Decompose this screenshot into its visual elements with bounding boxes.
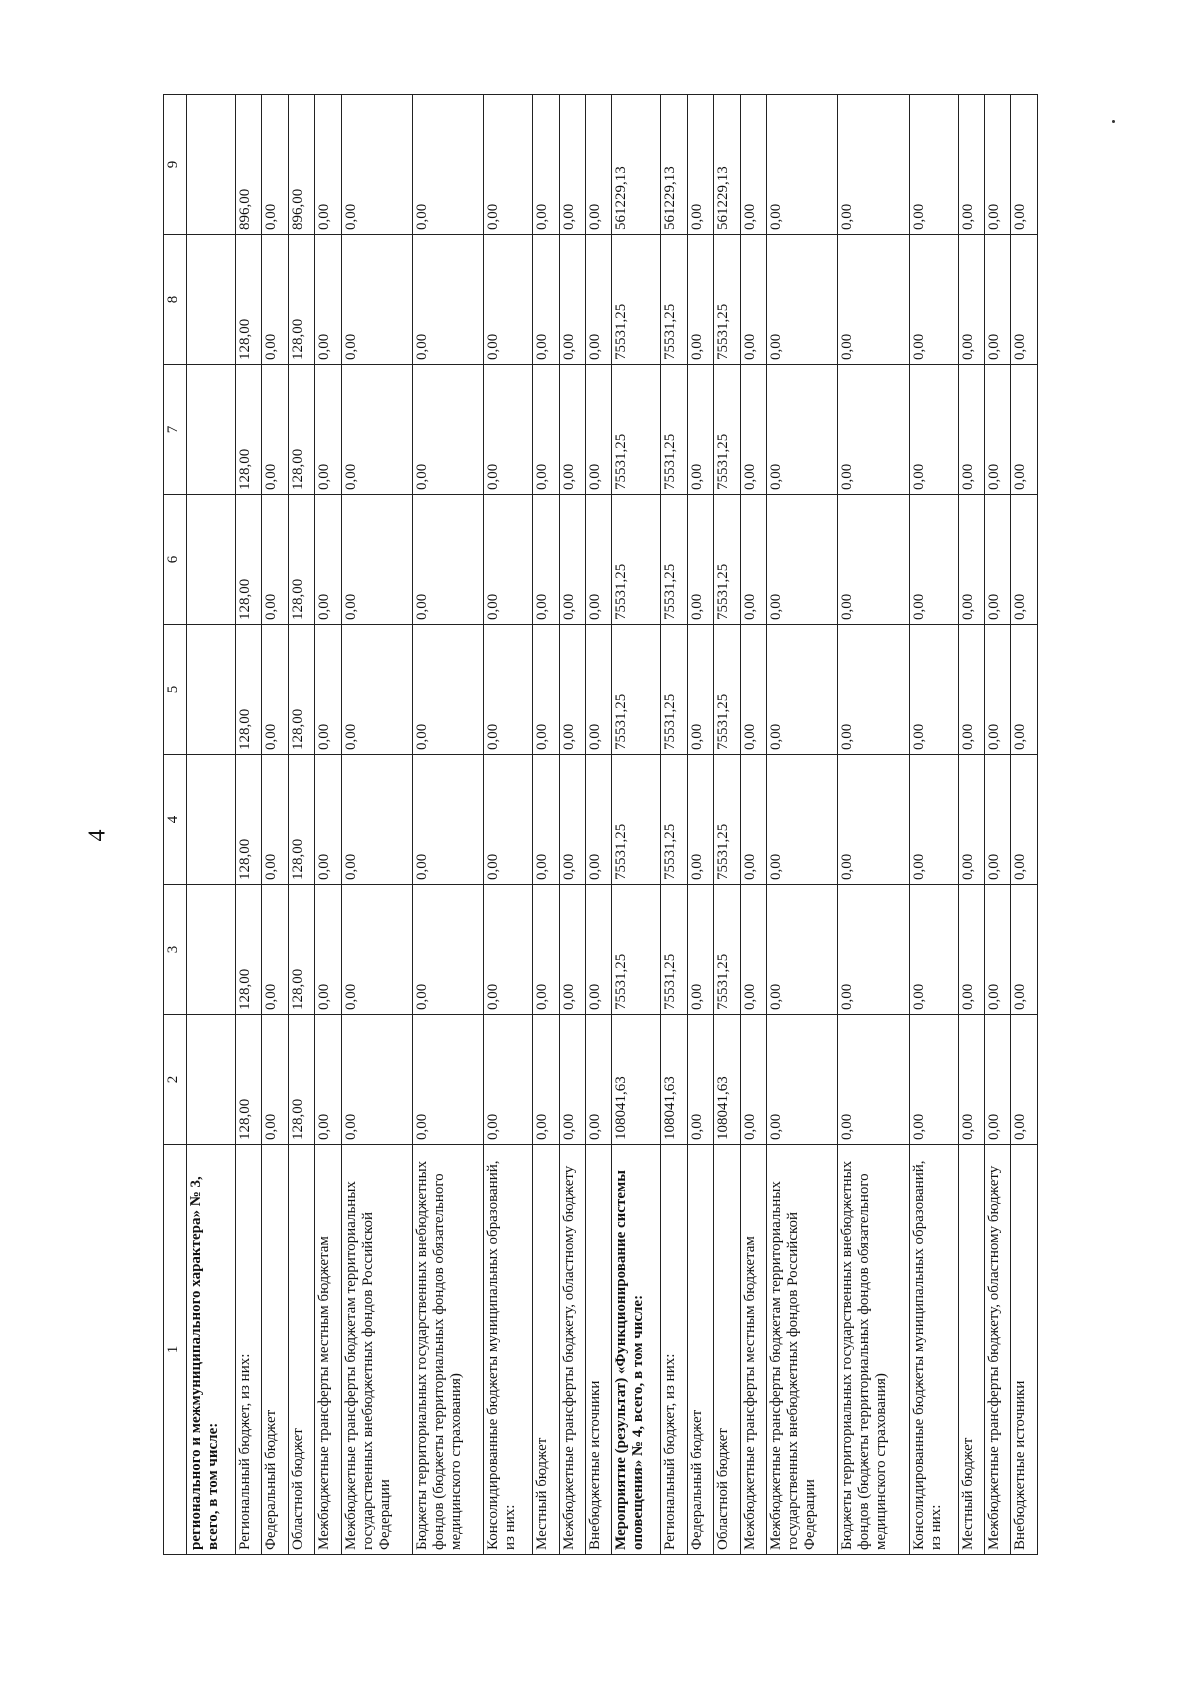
value-cell: 0,00 xyxy=(533,625,559,755)
row-label-cell: Бюджеты территориальных государственных внебюджетных фондов (бюджеты территориальных фондов обязательного медицинского страхования) xyxy=(838,1145,909,1555)
value-cell: 0,00 xyxy=(262,495,288,625)
value-cell: 0,00 xyxy=(559,1015,585,1145)
value-cell: 0,00 xyxy=(586,755,612,885)
value-cell: 0,00 xyxy=(484,625,533,755)
table-row xyxy=(612,95,661,1555)
value-cell: 108041,63 xyxy=(612,1015,661,1145)
value-cell: 0,00 xyxy=(341,885,412,1015)
value-cell: 128,00 xyxy=(288,1015,314,1145)
value-cell: 0,00 xyxy=(740,235,766,365)
rotated-table-container xyxy=(163,95,1038,1555)
table-row xyxy=(714,95,740,1555)
value-cell: 128,00 xyxy=(288,235,314,365)
value-cell: 0,00 xyxy=(559,95,585,235)
value-cell: 0,00 xyxy=(484,235,533,365)
value-cell: 128,00 xyxy=(235,495,261,625)
value-cell: 0,00 xyxy=(838,365,909,495)
row-label-cell: Межбюджетные трансферты бюджетам территориальных государственных внебюджетных фондов Российской Федерации xyxy=(767,1145,838,1555)
table-row xyxy=(909,95,958,1555)
table-row xyxy=(740,95,766,1555)
value-cell: 0,00 xyxy=(958,885,984,1015)
value-cell: 0,00 xyxy=(484,1015,533,1145)
value-cell: 75531,25 xyxy=(612,495,661,625)
row-label-cell: Областной бюджет xyxy=(288,1145,314,1555)
value-cell: 0,00 xyxy=(559,755,585,885)
value-cell: 128,00 xyxy=(288,495,314,625)
table-row xyxy=(288,95,314,1555)
table-row xyxy=(1011,95,1038,1555)
value-cell: 0,00 xyxy=(315,1015,341,1145)
value-cell: 0,00 xyxy=(533,235,559,365)
value-cell: 0,00 xyxy=(909,625,958,755)
row-label-cell: Внебюджетные источники xyxy=(586,1145,612,1555)
value-cell: 0,00 xyxy=(262,625,288,755)
column-header: 2 xyxy=(164,1015,187,1145)
value-cell: 75531,25 xyxy=(661,235,687,365)
value-cell: 128,00 xyxy=(288,885,314,1015)
value-cell: 0,00 xyxy=(484,755,533,885)
value-cell: 0,00 xyxy=(586,625,612,755)
value-cell: 0,00 xyxy=(985,885,1011,1015)
value-cell: 0,00 xyxy=(985,1015,1011,1145)
value-cell: 75531,25 xyxy=(612,235,661,365)
value-cell: 128,00 xyxy=(235,755,261,885)
value-cell: 0,00 xyxy=(1011,885,1038,1015)
row-label-cell: Межбюджетные трансферты бюджету, областному бюджету xyxy=(559,1145,585,1555)
value-cell: 0,00 xyxy=(1011,625,1038,755)
row-label-cell: Межбюджетные трансферты местным бюджетам xyxy=(315,1145,341,1555)
value-cell: 0,00 xyxy=(767,235,838,365)
value-cell: 0,00 xyxy=(740,495,766,625)
value-cell: 0,00 xyxy=(958,755,984,885)
value-cell: 0,00 xyxy=(909,95,958,235)
value-cell: 0,00 xyxy=(341,235,412,365)
value-cell: 896,00 xyxy=(288,95,314,235)
value-cell: 128,00 xyxy=(235,235,261,365)
row-label-cell: Бюджеты территориальных государственных внебюджетных фондов (бюджеты территориальных фондов обязательного медицинского страхования) xyxy=(412,1145,483,1555)
value-cell: 561229,13 xyxy=(612,95,661,235)
value-cell: 0,00 xyxy=(315,885,341,1015)
value-cell: 0,00 xyxy=(740,885,766,1015)
row-label-cell: Мероприятие (результат) «Функционирование системы оповещения» № 4, всего, в том числе: xyxy=(612,1145,661,1555)
value-cell: 0,00 xyxy=(412,625,483,755)
value-cell: 0,00 xyxy=(412,885,483,1015)
value-cell: 0,00 xyxy=(838,235,909,365)
table-row xyxy=(187,95,236,1555)
value-cell: 0,00 xyxy=(740,625,766,755)
value-cell: 128,00 xyxy=(288,625,314,755)
column-header: 4 xyxy=(164,755,187,885)
value-cell: 0,00 xyxy=(909,235,958,365)
value-cell: 0,00 xyxy=(740,755,766,885)
value-cell: 0,00 xyxy=(559,235,585,365)
value-cell: 0,00 xyxy=(315,365,341,495)
value-cell: 0,00 xyxy=(315,625,341,755)
value-cell: 0,00 xyxy=(484,95,533,235)
value-cell: 75531,25 xyxy=(661,495,687,625)
value-cell: 75531,25 xyxy=(612,885,661,1015)
value-cell xyxy=(187,235,236,365)
value-cell: 75531,25 xyxy=(714,235,740,365)
row-label-cell: Федеральный бюджет xyxy=(262,1145,288,1555)
value-cell: 0,00 xyxy=(838,1015,909,1145)
table-row xyxy=(341,95,412,1555)
value-cell: 0,00 xyxy=(1011,235,1038,365)
value-cell: 0,00 xyxy=(767,755,838,885)
table-row xyxy=(958,95,984,1555)
value-cell: 0,00 xyxy=(533,95,559,235)
value-cell xyxy=(187,755,236,885)
value-cell: 75531,25 xyxy=(612,625,661,755)
value-cell: 0,00 xyxy=(958,95,984,235)
value-cell: 0,00 xyxy=(985,95,1011,235)
value-cell: 0,00 xyxy=(909,755,958,885)
column-header: 9 xyxy=(164,95,187,235)
value-cell: 0,00 xyxy=(909,1015,958,1145)
value-cell: 0,00 xyxy=(586,885,612,1015)
value-cell: 75531,25 xyxy=(714,495,740,625)
value-cell: 0,00 xyxy=(484,365,533,495)
value-cell: 75531,25 xyxy=(612,365,661,495)
value-cell: 0,00 xyxy=(412,495,483,625)
value-cell: 0,00 xyxy=(687,235,713,365)
value-cell: 0,00 xyxy=(533,495,559,625)
column-header: 1 xyxy=(164,1145,187,1555)
value-cell: 0,00 xyxy=(687,495,713,625)
table-row xyxy=(586,95,612,1555)
value-cell: 0,00 xyxy=(767,1015,838,1145)
column-header: 7 xyxy=(164,365,187,495)
value-cell xyxy=(187,365,236,495)
value-cell: 0,00 xyxy=(586,95,612,235)
value-cell: 0,00 xyxy=(262,1015,288,1145)
row-label-cell: Межбюджетные трансферты бюджетам территориальных государственных внебюджетных фондов Российской Федерации xyxy=(341,1145,412,1555)
value-cell: 108041,63 xyxy=(714,1015,740,1145)
column-header: 6 xyxy=(164,495,187,625)
value-cell: 108041,63 xyxy=(661,1015,687,1145)
value-cell: 75531,25 xyxy=(714,885,740,1015)
value-cell: 128,00 xyxy=(235,885,261,1015)
value-cell: 0,00 xyxy=(985,365,1011,495)
value-cell: 0,00 xyxy=(687,365,713,495)
value-cell: 0,00 xyxy=(838,885,909,1015)
value-cell: 0,00 xyxy=(412,365,483,495)
row-label-cell: Местный бюджет xyxy=(958,1145,984,1555)
value-cell: 0,00 xyxy=(586,495,612,625)
value-cell: 0,00 xyxy=(767,885,838,1015)
table-row xyxy=(838,95,909,1555)
value-cell: 0,00 xyxy=(740,1015,766,1145)
row-label-cell: Консолидированные бюджеты муниципальных образований, из них: xyxy=(909,1145,958,1555)
table-row xyxy=(412,95,483,1555)
value-cell: 0,00 xyxy=(341,495,412,625)
value-cell: 0,00 xyxy=(687,885,713,1015)
value-cell: 0,00 xyxy=(484,885,533,1015)
value-cell: 0,00 xyxy=(1011,1015,1038,1145)
value-cell: 0,00 xyxy=(985,235,1011,365)
row-label-cell: Межбюджетные трансферты местным бюджетам xyxy=(740,1145,766,1555)
row-label-cell: Консолидированные бюджеты муниципальных образований, из них: xyxy=(484,1145,533,1555)
value-cell: 896,00 xyxy=(235,95,261,235)
value-cell: 0,00 xyxy=(586,365,612,495)
value-cell xyxy=(187,95,236,235)
value-cell: 0,00 xyxy=(767,95,838,235)
value-cell: 0,00 xyxy=(262,885,288,1015)
value-cell: 0,00 xyxy=(909,365,958,495)
value-cell: 75531,25 xyxy=(661,755,687,885)
value-cell: 0,00 xyxy=(341,365,412,495)
value-cell: 0,00 xyxy=(1011,495,1038,625)
scan-speck xyxy=(1112,120,1115,123)
value-cell: 0,00 xyxy=(985,625,1011,755)
value-cell: 0,00 xyxy=(687,95,713,235)
value-cell: 0,00 xyxy=(985,755,1011,885)
value-cell: 128,00 xyxy=(288,755,314,885)
table-row xyxy=(687,95,713,1555)
column-header: 5 xyxy=(164,625,187,755)
value-cell: 75531,25 xyxy=(714,755,740,885)
value-cell: 128,00 xyxy=(235,1015,261,1145)
table-row xyxy=(767,95,838,1555)
page-number: 4 xyxy=(84,829,111,842)
value-cell: 0,00 xyxy=(838,495,909,625)
value-cell: 0,00 xyxy=(909,495,958,625)
value-cell: 0,00 xyxy=(958,365,984,495)
value-cell: 0,00 xyxy=(559,625,585,755)
row-label-cell: Региональный бюджет, из них: xyxy=(661,1145,687,1555)
value-cell: 0,00 xyxy=(1011,365,1038,495)
value-cell: 75531,25 xyxy=(612,755,661,885)
value-cell xyxy=(187,1015,236,1145)
value-cell: 0,00 xyxy=(559,885,585,1015)
value-cell: 0,00 xyxy=(315,495,341,625)
value-cell: 0,00 xyxy=(533,365,559,495)
value-cell: 561229,13 xyxy=(714,95,740,235)
value-cell: 0,00 xyxy=(838,95,909,235)
row-label-cell: Межбюджетные трансферты бюджету, областному бюджету xyxy=(985,1145,1011,1555)
value-cell: 0,00 xyxy=(412,95,483,235)
table-header-row xyxy=(164,95,187,1555)
value-cell xyxy=(187,885,236,1015)
value-cell xyxy=(187,625,236,755)
table-row xyxy=(985,95,1011,1555)
value-cell: 0,00 xyxy=(958,235,984,365)
value-cell: 0,00 xyxy=(1011,755,1038,885)
value-cell: 0,00 xyxy=(740,95,766,235)
value-cell: 0,00 xyxy=(341,95,412,235)
table-row xyxy=(315,95,341,1555)
value-cell: 0,00 xyxy=(412,235,483,365)
row-label-cell: Внебюджетные источники xyxy=(1011,1145,1038,1555)
table-row xyxy=(484,95,533,1555)
value-cell: 0,00 xyxy=(838,625,909,755)
table-body xyxy=(187,95,1038,1555)
value-cell: 0,00 xyxy=(315,95,341,235)
value-cell: 0,00 xyxy=(262,95,288,235)
row-label-cell: регионального и межмуниципального характера» № 3, всего, в том числе: xyxy=(187,1145,236,1555)
table-row xyxy=(533,95,559,1555)
value-cell: 128,00 xyxy=(235,365,261,495)
table-row xyxy=(661,95,687,1555)
value-cell: 0,00 xyxy=(767,365,838,495)
value-cell: 0,00 xyxy=(533,1015,559,1145)
column-header: 3 xyxy=(164,885,187,1015)
value-cell: 0,00 xyxy=(341,755,412,885)
value-cell: 0,00 xyxy=(767,495,838,625)
value-cell xyxy=(187,495,236,625)
value-cell: 0,00 xyxy=(985,495,1011,625)
value-cell: 0,00 xyxy=(958,1015,984,1145)
value-cell: 0,00 xyxy=(315,235,341,365)
row-label-cell: Региональный бюджет, из них: xyxy=(235,1145,261,1555)
value-cell: 0,00 xyxy=(262,365,288,495)
value-cell: 0,00 xyxy=(740,365,766,495)
table-row xyxy=(559,95,585,1555)
value-cell: 0,00 xyxy=(838,755,909,885)
value-cell: 0,00 xyxy=(767,625,838,755)
value-cell: 0,00 xyxy=(315,755,341,885)
value-cell: 0,00 xyxy=(412,755,483,885)
value-cell: 0,00 xyxy=(484,495,533,625)
table-row xyxy=(235,95,261,1555)
row-label-cell: Местный бюджет xyxy=(533,1145,559,1555)
value-cell: 128,00 xyxy=(235,625,261,755)
value-cell: 0,00 xyxy=(958,625,984,755)
value-cell: 561229,13 xyxy=(661,95,687,235)
value-cell: 128,00 xyxy=(288,365,314,495)
column-header: 8 xyxy=(164,235,187,365)
value-cell: 0,00 xyxy=(958,495,984,625)
value-cell: 0,00 xyxy=(341,1015,412,1145)
value-cell: 0,00 xyxy=(533,885,559,1015)
value-cell: 0,00 xyxy=(262,755,288,885)
value-cell: 0,00 xyxy=(559,495,585,625)
value-cell: 75531,25 xyxy=(661,625,687,755)
value-cell: 75531,25 xyxy=(661,885,687,1015)
value-cell: 0,00 xyxy=(1011,95,1038,235)
value-cell: 0,00 xyxy=(586,235,612,365)
value-cell: 75531,25 xyxy=(714,625,740,755)
value-cell: 0,00 xyxy=(687,1015,713,1145)
budget-table xyxy=(163,94,1038,1555)
value-cell: 0,00 xyxy=(586,1015,612,1145)
value-cell: 0,00 xyxy=(687,625,713,755)
row-label-cell: Федеральный бюджет xyxy=(687,1145,713,1555)
table-row xyxy=(262,95,288,1555)
value-cell: 0,00 xyxy=(262,235,288,365)
value-cell: 0,00 xyxy=(533,755,559,885)
value-cell: 0,00 xyxy=(559,365,585,495)
value-cell: 0,00 xyxy=(412,1015,483,1145)
value-cell: 0,00 xyxy=(909,885,958,1015)
value-cell: 0,00 xyxy=(341,625,412,755)
value-cell: 75531,25 xyxy=(714,365,740,495)
value-cell: 75531,25 xyxy=(661,365,687,495)
value-cell: 0,00 xyxy=(687,755,713,885)
row-label-cell: Областной бюджет xyxy=(714,1145,740,1555)
